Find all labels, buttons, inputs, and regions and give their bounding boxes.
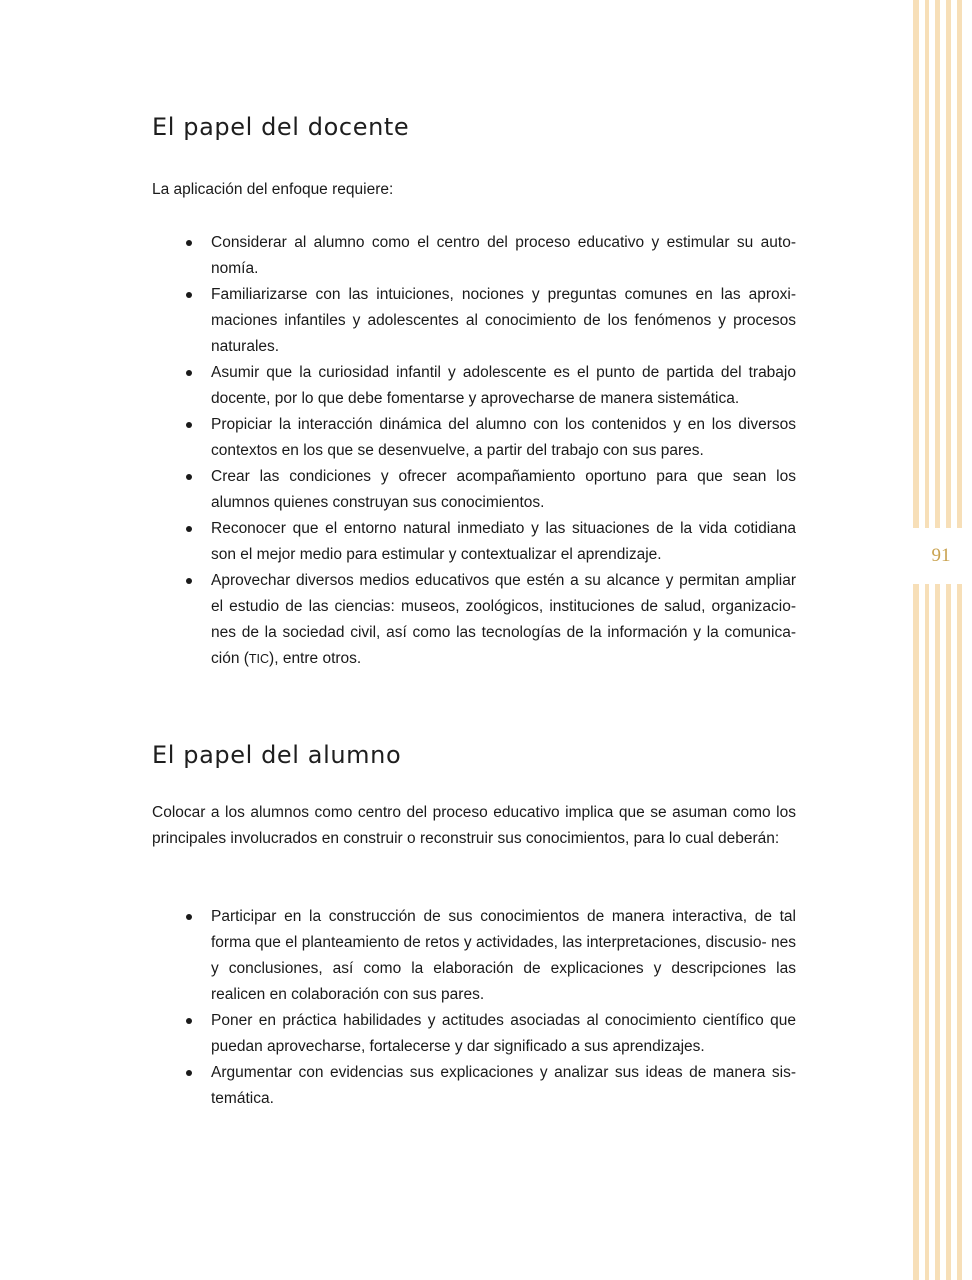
list-item-text-end: ), entre otros. xyxy=(269,650,362,667)
bullet-list-alumno xyxy=(152,904,796,1112)
list-item-text: Considerar al alumno como el centro del proceso educativo y estimular su auto- nomía. xyxy=(211,234,796,277)
list-item xyxy=(152,360,796,412)
list-item xyxy=(152,904,796,1008)
list-item-text: Familiarizarse con las intuiciones, nociones y preguntas comunes en las aproxi- maciones infantiles y adolescentes al conocimiento de los fenómenos y procesos naturales. xyxy=(211,286,796,355)
list-item-text: Asumir que la curiosidad infantil y adolescente es el punto de partida del trabajo docente, por lo que debe fomentarse y aprovecharse de manera sistemática. xyxy=(211,364,796,407)
margin-stripe xyxy=(925,0,929,1280)
list-item-text: Propiciar la interacción dinámica del alumno con los contenidos y en los diversos contextos en los que se desenvuelve, a partir del trabajo con sus pares. xyxy=(211,416,796,459)
list-item-text: Poner en práctica habilidades y actitudes asociadas al conocimiento científico que puedan aprovecharse, fortalecerse y dar significado a sus aprendizajes. xyxy=(211,1012,796,1055)
list-item xyxy=(152,230,796,282)
list-item xyxy=(152,516,796,568)
bullet-icon xyxy=(186,370,192,376)
margin-stripe xyxy=(957,0,962,1280)
bullet-icon xyxy=(186,578,192,584)
list-item xyxy=(152,412,796,464)
bullet-list-docente xyxy=(152,230,796,672)
margin-stripe xyxy=(913,0,919,1280)
section-heading-docente: El papel del docente xyxy=(152,113,410,141)
bullet-icon xyxy=(186,422,192,428)
list-item-text: Participar en la construcción de sus conocimientos de manera interactiva, de tal forma que el planteamiento de retos y actividades, las interpretaciones, discusio- nes y conclusiones, así como la elaboración de explicaciones y descripciones las realicen en colaboración con sus pares. xyxy=(211,908,796,1003)
section-intro-docente: La aplicación del enfoque requiere: xyxy=(152,181,394,198)
margin-stripe xyxy=(946,0,951,1280)
bullet-icon xyxy=(186,292,192,298)
list-item-text: Crear las condiciones y ofrecer acompañamiento oportuno para que sean los alumnos quienes construyan sus conocimientos. xyxy=(211,468,796,511)
list-item-text: Aprovechar diversos medios educativos que estén a su alcance y permitan ampliar el estudio de las ciencias: museos, zoológicos, instituciones de salud, organizacio- nes de la sociedad civil, así como las tecnologías de la información y la comunica- ción ( xyxy=(211,572,796,667)
list-item xyxy=(152,282,796,360)
abbreviation: TIC xyxy=(248,652,270,666)
bullet-icon xyxy=(186,474,192,480)
margin-stripe xyxy=(935,0,940,1280)
bullet-icon xyxy=(186,914,192,920)
page-number: 91 xyxy=(931,545,951,566)
section-heading-alumno: El papel del alumno xyxy=(152,741,402,769)
page-number-box xyxy=(910,528,972,584)
list-item xyxy=(152,568,796,672)
bullet-icon xyxy=(186,240,192,246)
list-item xyxy=(152,1008,796,1060)
list-item xyxy=(152,464,796,516)
bullet-icon xyxy=(186,526,192,532)
bullet-icon xyxy=(186,1018,192,1024)
list-item xyxy=(152,1060,796,1112)
list-item-text: Argumentar con evidencias sus explicaciones y analizar sus ideas de manera sis- temática. xyxy=(211,1064,796,1107)
list-item-text: Reconocer que el entorno natural inmediato y las situaciones de la vida cotidiana son el mejor medio para estimular y contextualizar el aprendizaje. xyxy=(211,520,796,563)
section-intro-alumno: Colocar a los alumnos como centro del proceso educativo implica que se asuman como los principales involucrados en construir o reconstruir sus conocimientos, para lo cual deberán: xyxy=(152,804,796,847)
bullet-icon xyxy=(186,1070,192,1076)
